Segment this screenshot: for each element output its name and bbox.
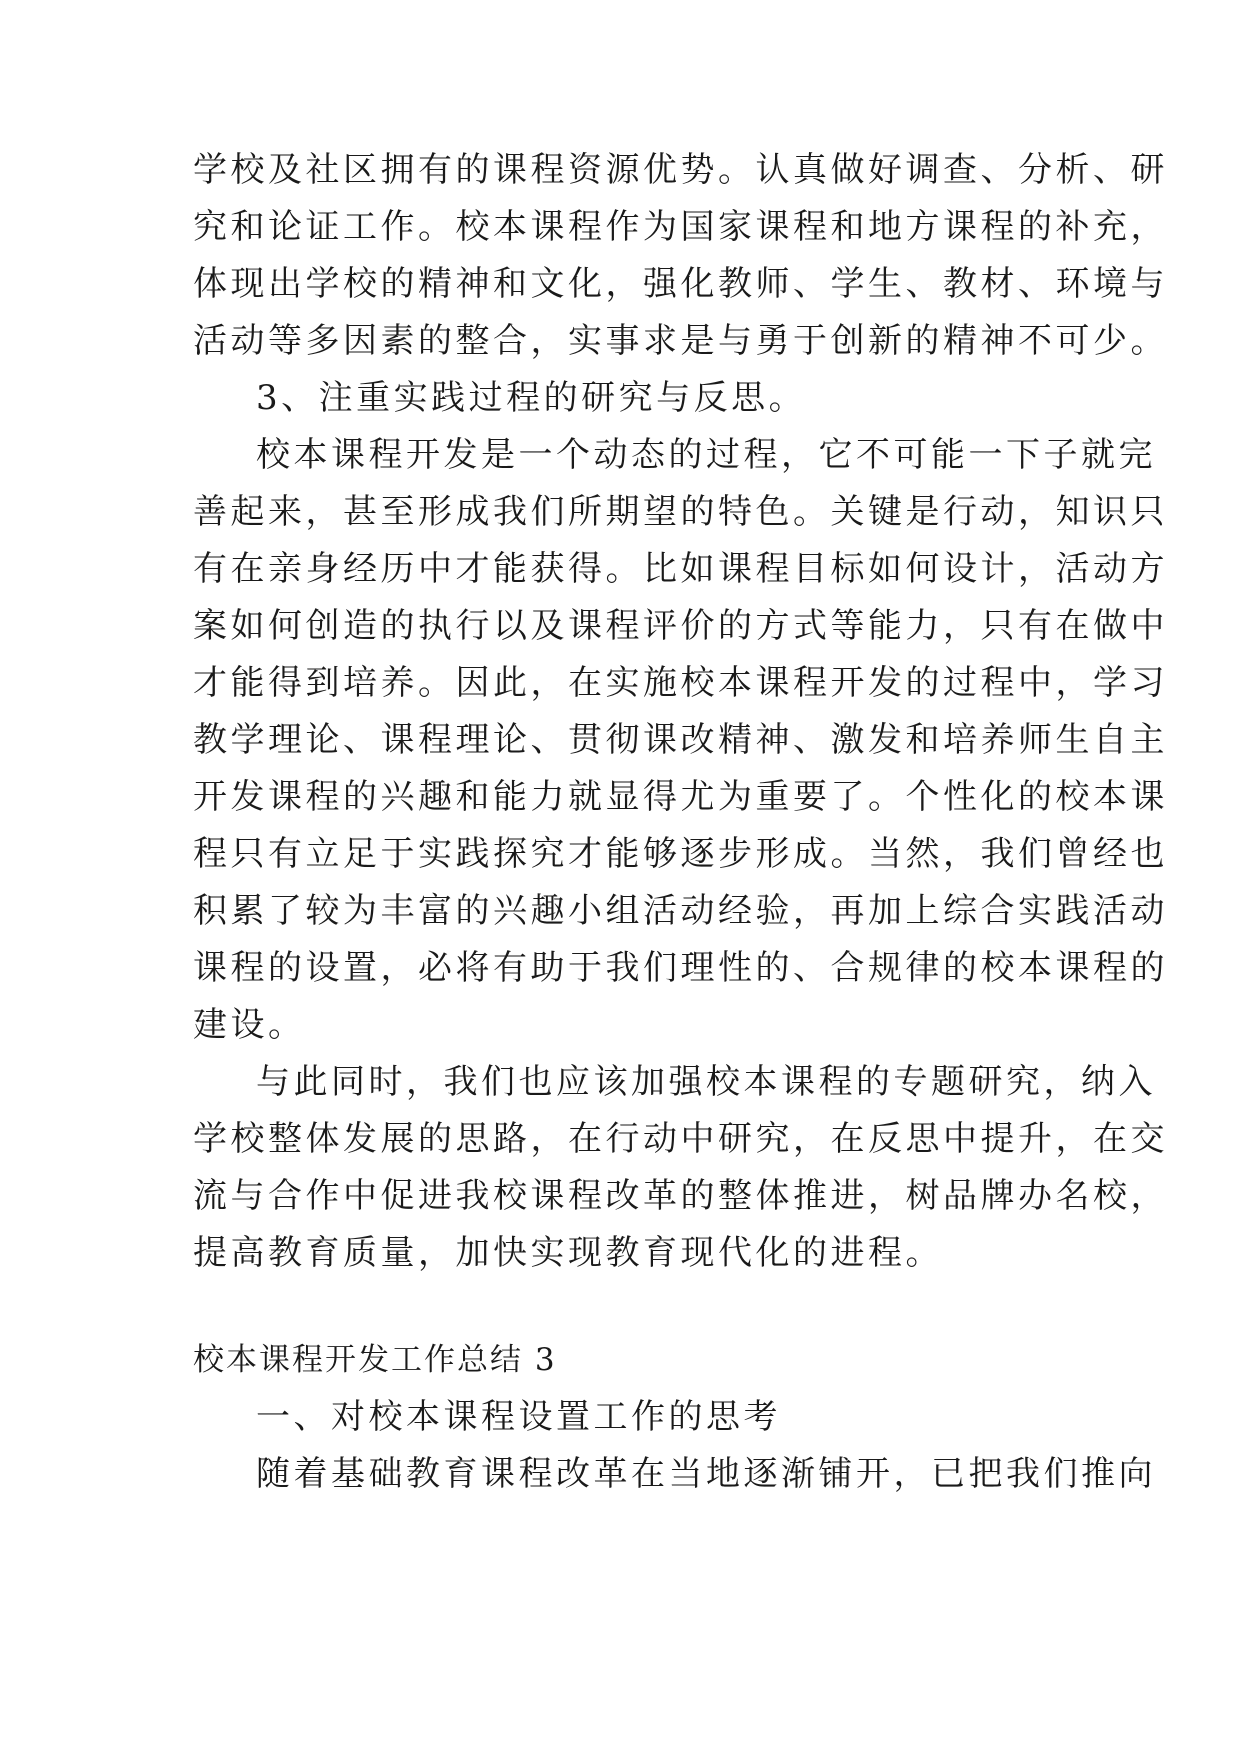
body-text-line: 究和论证工作。校本课程作为国家课程和地方课程的补充，: [193, 207, 1168, 247]
body-text-line: 学校及社区拥有的课程资源优势。认真做好调查、分析、研: [193, 150, 1168, 190]
section-subheading: 3、注重实践过程的研究与反思。: [256, 378, 807, 418]
body-text-line: 有在亲身经历中才能获得。比如课程目标如何设计，活动方: [193, 549, 1168, 589]
body-text-line: 课程的设置，必将有助于我们理性的、合规律的校本课程的: [193, 948, 1168, 988]
paragraph-first-line: 随着基础教育课程改革在当地逐渐铺开，已把我们推向: [256, 1454, 1156, 1494]
body-text-line: 学校整体发展的思路，在行动中研究，在反思中提升，在交: [193, 1119, 1168, 1159]
body-text-line: 积累了较为丰富的兴趣小组活动经验，再加上综合实践活动: [193, 891, 1168, 931]
section-title: 校本课程开发工作总结 3: [193, 1342, 557, 1378]
paragraph-first-line: 校本课程开发是一个动态的过程，它不可能一下子就完: [256, 435, 1156, 475]
body-text-line: 提高教育质量，加快实现教育现代化的进程。: [193, 1233, 943, 1273]
body-text-line: 才能得到培养。因此，在实施校本课程开发的过程中，学习: [193, 663, 1168, 703]
body-text-line: 案如何创造的执行以及课程评价的方式等能力，只有在做中: [193, 606, 1168, 646]
body-text-line: 活动等多因素的整合，实事求是与勇于创新的精神不可少。: [193, 321, 1168, 361]
body-text-line: 体现出学校的精神和文化，强化教师、学生、教材、环境与: [193, 264, 1168, 304]
paragraph-first-line: 与此同时，我们也应该加强校本课程的专题研究，纳入: [256, 1062, 1156, 1102]
body-text-line: 善起来，甚至形成我们所期望的特色。关键是行动，知识只: [193, 492, 1168, 532]
body-text-line: 程只有立足于实践探究才能够逐步形成。当然，我们曾经也: [193, 834, 1168, 874]
section-subheading: 一、对校本课程设置工作的思考: [256, 1397, 781, 1437]
body-text-line: 开发课程的兴趣和能力就显得尤为重要了。个性化的校本课: [193, 777, 1168, 817]
body-text-line: 教学理论、课程理论、贯彻课改精神、激发和培养师生自主: [193, 720, 1168, 760]
body-text-line: 建设。: [193, 1005, 306, 1045]
body-text-line: 流与合作中促进我校课程改革的整体推进，树品牌办名校，: [193, 1176, 1168, 1216]
